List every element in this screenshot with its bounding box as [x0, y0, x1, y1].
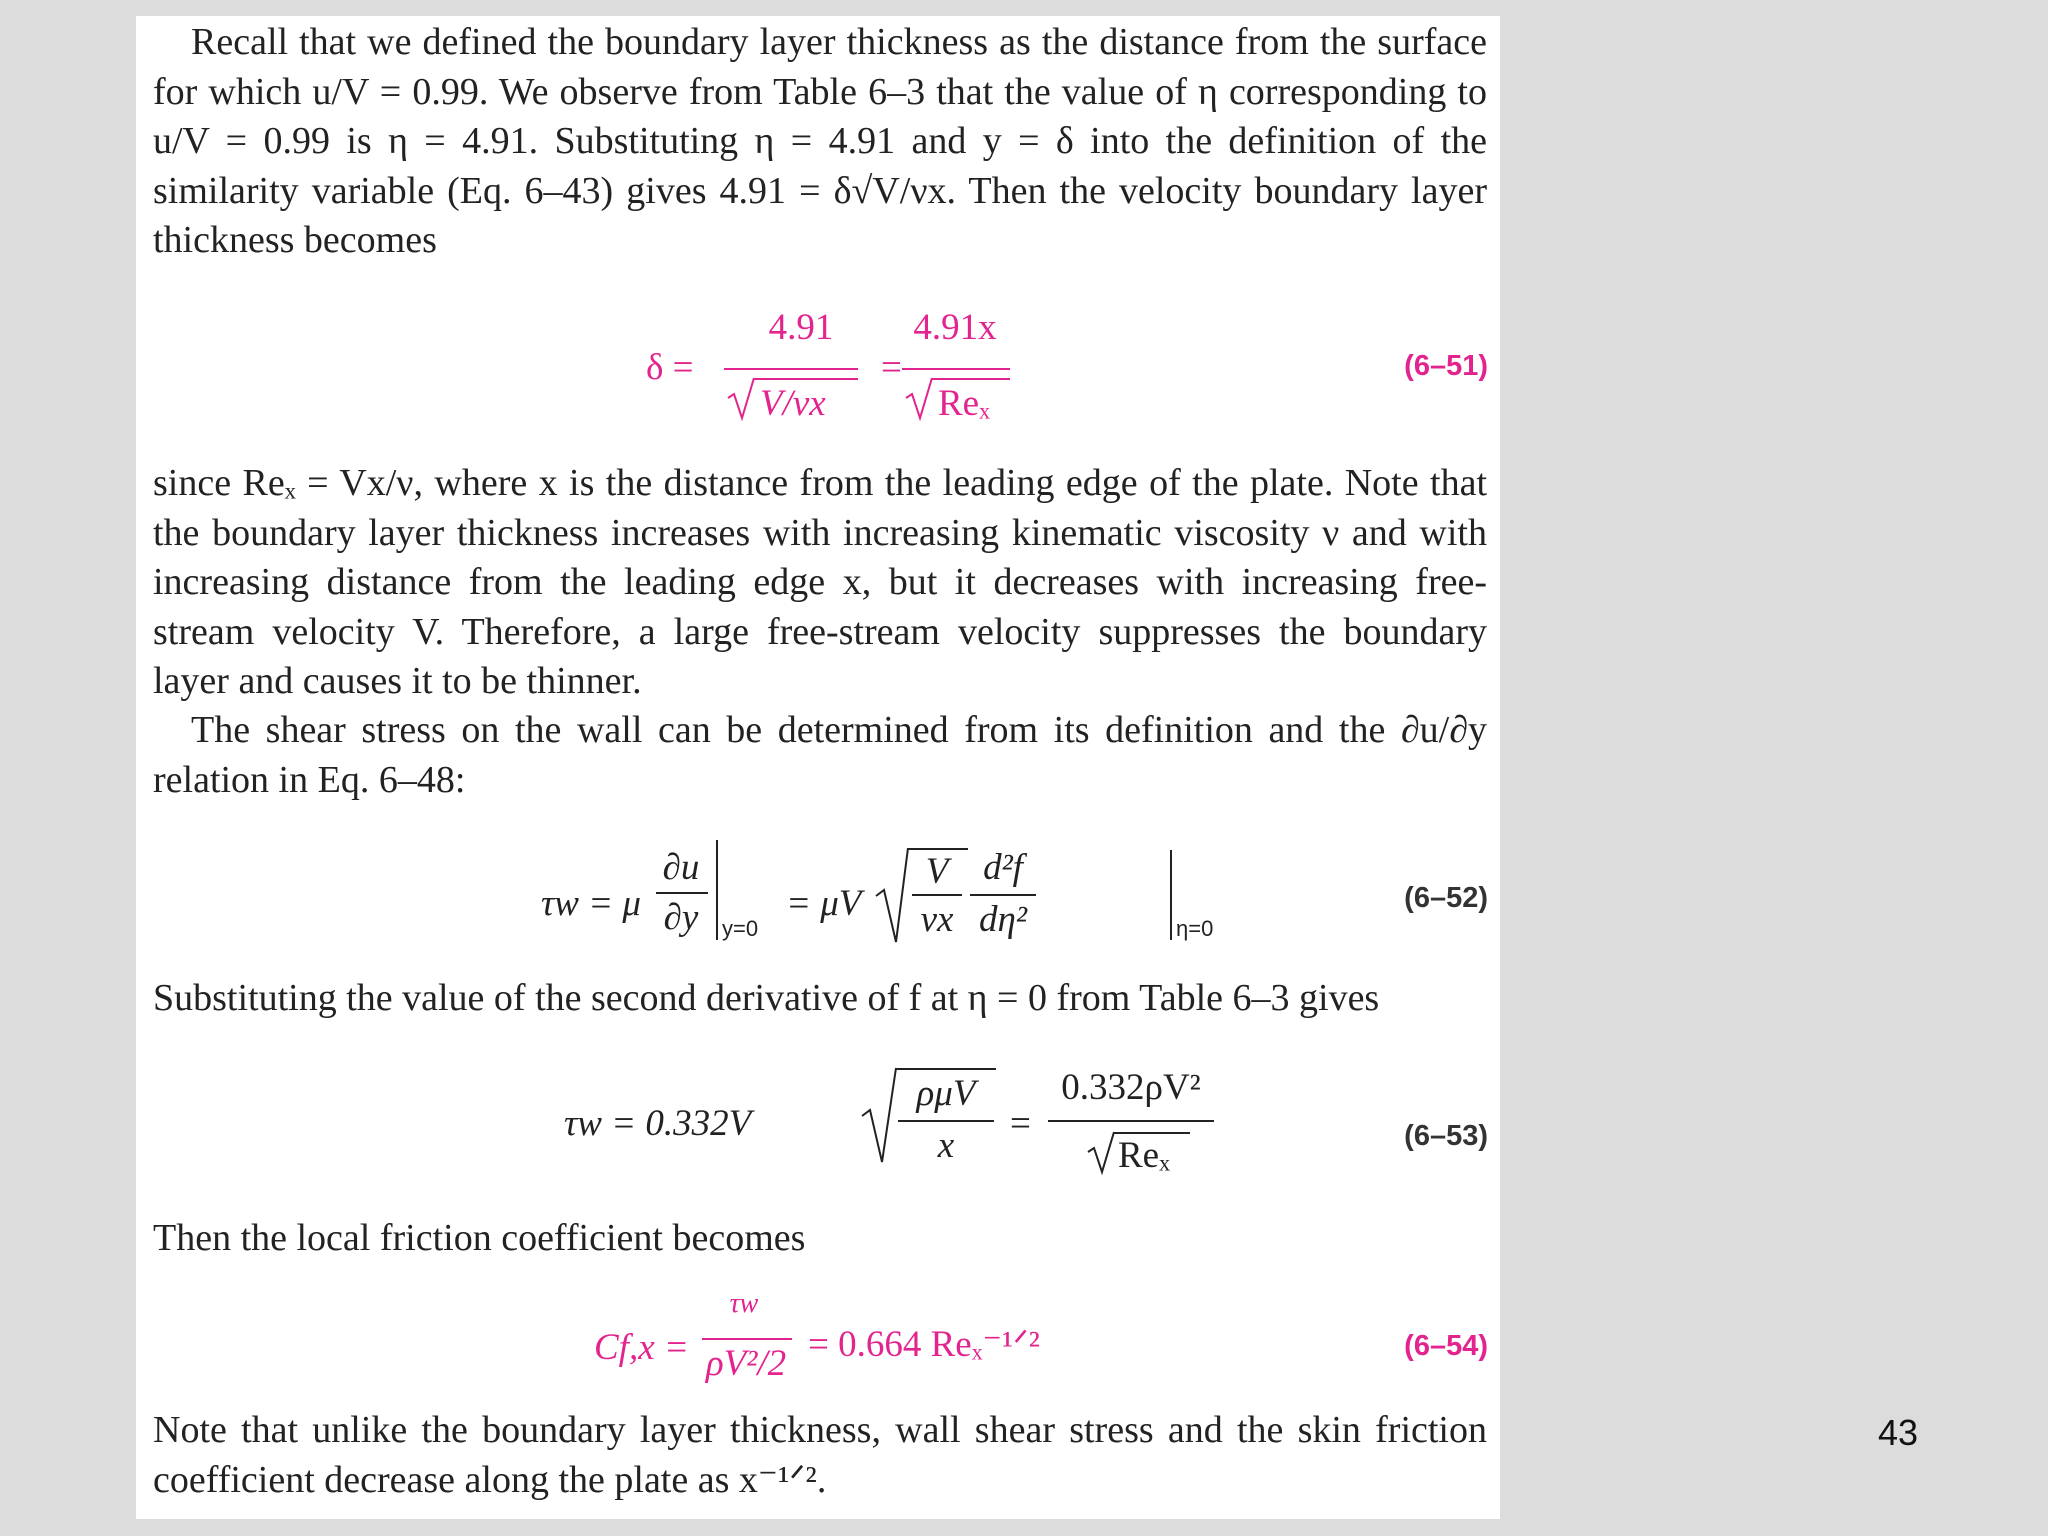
eq54-rhs: = 0.664 Reₓ⁻¹ᐟ²	[808, 1324, 1040, 1365]
eq53-equals: =	[1010, 1103, 1031, 1144]
eq53-radical-fraction-bar	[898, 1120, 994, 1122]
eq51-denominator-1: V/νx	[760, 383, 826, 424]
equation-6-52	[136, 836, 1500, 956]
equation-number-6-51: (6–51)	[1404, 350, 1488, 382]
eq51-radical-bar-1	[754, 378, 858, 380]
equation-number-6-53: (6–53)	[1404, 1120, 1488, 1152]
eq52-numerator-2: d²f	[983, 847, 1023, 888]
eq51-fraction-bar-2	[902, 368, 1010, 370]
eq53-radical-bar	[896, 1068, 996, 1070]
eq53-radical-denominator: x	[937, 1125, 955, 1166]
eq51-equals: =	[881, 347, 902, 388]
eq53-radical-2	[1086, 1130, 1116, 1176]
textbook-page	[136, 16, 1500, 1519]
eq53-fraction-bar-2	[1048, 1120, 1214, 1122]
paragraph-since: since Reₓ = Vx/ν, where x is the distance from the leading edge of the plate. Note that the boundary layer thickness increases with increasing kinematic viscosity ν and with increasing distance from the leading edge x, but it decreases with increasing free-stream velocity V. Therefore, a large free-stream velocity suppresses the boundary layer and causes it to be thinner.	[153, 462, 1487, 702]
eq53-denominator-2: Reₓ	[1118, 1135, 1170, 1176]
eq52-eval-bar-2	[1170, 850, 1172, 940]
eq52-denominator-1: ∂y	[663, 897, 699, 938]
eq52-lhs: τw = μ	[541, 883, 641, 924]
eq52-eval-2: η=0	[1176, 916, 1214, 941]
eq54-lhs: Cf,x =	[594, 1327, 689, 1368]
eq52-fraction-bar-1	[656, 892, 708, 894]
eq53-numerator-2: 0.332ρV²	[1061, 1067, 1201, 1108]
equation-6-53	[136, 1060, 1500, 1190]
eq52-numerator-1: ∂u	[662, 847, 700, 888]
eq51-numerator-2: 4.91x	[913, 307, 997, 348]
eq54-denominator: ρV²/2	[705, 1343, 787, 1384]
slide-number: 43	[1878, 1412, 1919, 1453]
equation-6-54	[136, 1286, 1500, 1406]
paragraph-then: Then the local friction coefficient becomes	[153, 1217, 806, 1259]
eq52-radical-denominator: νx	[920, 899, 954, 940]
eq52-radical	[874, 846, 910, 946]
paragraph-recall: Recall that we defined the boundary layer thickness as the distance from the surface for which u/V = 0.99. We observe from Table 6–3 that the value of η corresponding to u/V = 0.99 is η = 4.91. Substituting η = 4.91 and y = δ into the definition of the similarity variable (Eq. 6–43) gives 4.91 = δ√V/νx. Then the velocity boundary layer thickness becomes	[153, 21, 1487, 261]
eq51-denominator-2: Reₓ	[938, 383, 990, 424]
equation-6-51	[136, 306, 1500, 431]
eq51-fraction-bar-1	[724, 368, 858, 370]
eq51-numerator-1: 4.91	[768, 307, 834, 348]
eq54-fraction-bar	[702, 1338, 792, 1340]
eq52-mid: = μV	[786, 883, 862, 924]
paragraph-substituting: Substituting the value of the second derivative of f at η = 0 from Table 6–3 gives	[153, 977, 1380, 1019]
eq51-radical-bar-2	[932, 378, 1010, 380]
equation-number-6-54: (6–54)	[1404, 1330, 1488, 1362]
paragraph-note: Note that unlike the boundary layer thickness, wall shear stress and the skin friction coefficient decrease along the plate as x⁻¹ᐟ².	[153, 1409, 1487, 1501]
eq51-radical-2	[904, 376, 934, 422]
eq52-eval-bar-1	[716, 840, 718, 940]
eq52-radical-numerator: V	[925, 851, 949, 892]
equation-number-6-52: (6–52)	[1404, 882, 1488, 914]
eq51-radical-1	[726, 376, 756, 422]
eq53-lhs: τw = 0.332V	[564, 1103, 752, 1144]
paragraph-shear-stress: The shear stress on the wall can be determined from its definition and the ∂u/∂y relation in Eq. 6–48:	[153, 709, 1487, 801]
eq52-eval-1: y=0	[722, 916, 759, 941]
eq53-radical	[860, 1066, 898, 1166]
eq52-radical-fraction-bar	[912, 894, 962, 896]
eq52-denominator-2: dη²	[979, 899, 1027, 940]
eq53-radical-numerator: ρμV	[916, 1073, 976, 1114]
eq54-numerator: τw	[729, 1288, 759, 1319]
eq51-lhs: δ =	[646, 347, 694, 388]
eq52-fraction-bar-2	[970, 894, 1036, 896]
